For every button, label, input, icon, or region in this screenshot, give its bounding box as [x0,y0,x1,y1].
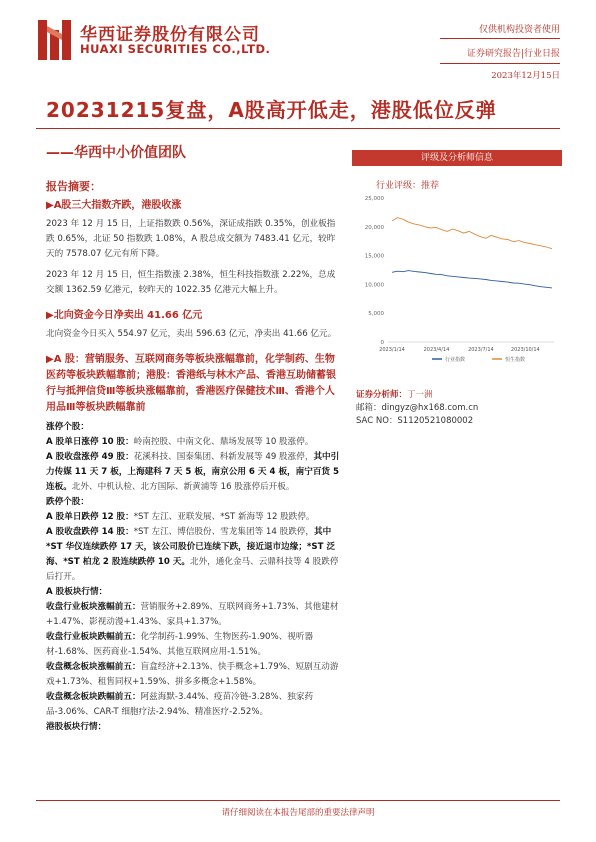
limit-up-single-text: 岭南控股、中南文化、鼎场发展等 10 股涨停。 [133,437,314,447]
x-tick-label: 2023/4/14 [423,347,450,353]
legal-footer: 请仔细阅读在本报告尾部的重要法律声明 [221,808,375,818]
analyst-name: 丁一洲 [407,390,433,400]
footer-rule [36,800,560,801]
limit-up-label: 涨停个股： [46,422,89,432]
limit-down-close-text: *ST 左江、博信股份、雪龙集团等 14 股跌停， [133,527,314,537]
analyst-email: 邮箱：dingyz@hx168.com.cn [356,403,479,413]
limit-down-close-label: A 股收盘跌停 14 股： [46,527,134,537]
series-line [392,271,552,288]
x-tick-label: 2023/1/14 [379,347,405,353]
industry-bottom-label: 收盘行业板块跌幅前五： [46,632,141,642]
report-title: 20231215复盘，A股高开低走，港股低位反弹 [46,98,497,122]
limit-down-streak-text: 其中*ST 华仪连续跌停 17 天，该公司股价已连续下跌，接近退市边缘；*ST 泛海、*ST 柏龙 2 股连续跌停 10 天。 [46,527,336,567]
summary-label: 报告摘要： [46,180,101,193]
series-line [392,218,552,249]
title-rule [36,128,560,129]
a-sector-label: A 股板块行情： [46,587,108,597]
limit-down-single-text: *ST 左江、亚联发展、*ST 新海等 12 股跌停。 [133,512,315,522]
analyst-info [356,389,478,428]
report-type: 证券研究报告|行业日报 [466,49,560,59]
y-tick-label: 20,000 [364,224,384,231]
audience-note: 仅供机构投资者使用 [478,25,560,35]
industry-top-label: 收盘行业板块涨幅前五： [46,602,141,612]
northbound-paragraph: 北向资金今日买入 554.97 亿元，卖出 596.63 亿元，净卖出 41.66 亿元。 [46,329,337,339]
analyst-label: 证券分析师： [356,390,408,400]
industry-rating: 行业评级：推荐 [376,181,440,191]
a-share-paragraph: 2023 年 12 月 15 日，上证指数跌 0.56%，深证成指跌 0.35%，创业板指跌 0.65%，北证 50 指数跌 1.08%，A 股总成交额为 7483.41 亿元，较昨天的 7578.07 亿元有所下降。 [46,219,336,259]
x-tick-label: 2023/7/14 [468,347,494,353]
limit-down-label: 跌停个股： [46,497,89,507]
section-sectors-title: ▶A 股：营销服务、互联网商务等板块涨幅靠前，化学制药、生物医药等板块跌幅靠前；港股：香港纸与林木产品、香港互助储蓄银行与抵押信贷Ⅲ等板块涨幅靠前，香港医疗保健技术Ⅲ、香港个人用品Ⅲ等板块跌幅靠前 [46,354,336,413]
industry-bottom-text: 化学制药-1.99%、生物医药-1.90%、视听器材-1.68%、医药商业-1.54%、其他互联网应用-1.51%。 [46,632,314,657]
limit-up-close-text: 花溪科技、国泰集团、科新发展等 49 股涨停， [133,452,314,462]
limit-up-single-label: A 股单日涨停 10 股： [46,437,134,447]
limit-down-reopen-text: 北外，通化金马、云鼎科技等 4 股跌停后打开。 [46,557,339,582]
header-rule-2 [440,63,560,64]
report-date: 2023年12月15日 [491,71,560,81]
team-name: ——华西中小价值团队 [46,145,186,161]
legend-label: 行业指数 [445,357,466,363]
concept-bottom-label: 收盘概念板块跌幅前五： [46,692,141,702]
y-tick-label: 5,000 [368,311,384,318]
limit-up-close-label: A 股收盘涨停 49 股： [46,452,134,462]
summary-body [46,190,342,735]
company-logo [38,20,72,60]
section-northbound-title: ▶北向资金今日净卖出 41.66 亿元 [46,310,203,321]
y-tick-label: 10,000 [364,282,384,289]
y-tick-label: 25,000 [364,196,384,202]
company-name-cn: 华西证券股份有限公司 [80,25,260,45]
concept-top-text: 盲盒经济+2.13%、快手概念+1.79%、短剧互动游戏+1.73%、租售同权+1.59%、拼多多概念+1.58%。 [46,662,339,687]
company-name-en: HUAXI SECURITIES CO.,LTD. [80,42,271,56]
rating-info-bar: 评级及分析师信息 [352,150,562,166]
y-tick-label: 15,000 [364,253,384,260]
limit-up-reopen-text: 北外、中机认检、北方国际、新黄浦等 16 股涨停后开板。 [71,482,295,492]
index-chart [352,186,562,366]
limit-up-streak-text: 其中引力传媒 11 天 7 板，上海建科 7 天 5 板，南京公用 6 天 4 板，南宁百货 5 连板。 [46,452,340,492]
concept-top-label: 收盘概念板块涨幅前五： [46,662,141,672]
x-tick-label: 2023/10/14 [510,347,540,353]
y-tick-label: 0 [380,340,384,346]
hk-sector-label: 港股板块行情： [46,722,107,732]
hk-paragraph: 2023 年 12 月 15 日，恒生指数涨 2.38%，恒生科技指数涨 2.22%，总成交额 1362.59 亿港元，较昨天的 1022.35 亿港元大幅上升。 [46,270,336,295]
section-indices-title: ▶A股三大指数齐跌，港股收涨 [46,200,182,211]
industry-top-text: 营销服务+2.89%、互联网商务+1.73%、其他建材+1.47%、影视动漫+1.43%、家具+1.37%。 [46,602,339,627]
analyst-sac: SAC NO：S1120521080002 [356,416,474,426]
concept-bottom-text: 阿兹海默-3.44%、疫苗冷链-3.28%、独家药品-3.06%、CAR-T 细胞疗法-2.94%、精准医疗-2.52%。 [46,692,314,717]
header-rule-1 [440,38,560,39]
limit-down-single-label: A 股单日跌停 12 股： [46,512,134,522]
legend-label: 恒生指数 [505,357,526,363]
